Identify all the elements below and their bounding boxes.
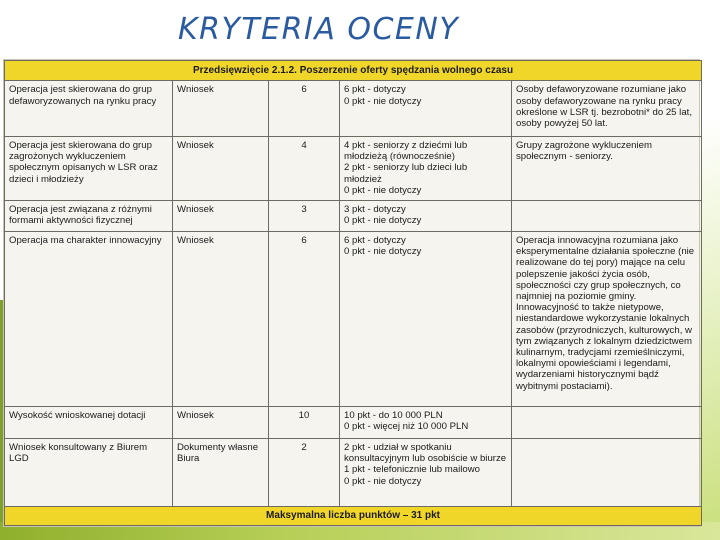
- source-cell: Wniosek: [173, 231, 269, 406]
- table-row: [5, 231, 702, 406]
- note-cell: Osoby defaworyzowane rozumiane jako osoby defaworyzowane na rynku pracy określone w LSR tj. bezrobotni* do 25 lat, osoby powyżej 50 lat.: [512, 81, 702, 137]
- points-cell: 3: [269, 200, 340, 231]
- criterion-cell: Operacja ma charakter innowacyjny: [5, 231, 173, 406]
- criterion-cell: Operacja jest skierowana do grup defaworyzowanych na rynku pracy: [5, 81, 173, 137]
- note-cell: Grupy zagrożone wykluczeniem społecznym - seniorzy.: [512, 136, 702, 200]
- scoring-cell: 6 pkt - dotyczy 0 pkt - nie dotyczy: [340, 81, 512, 137]
- note-cell: [512, 200, 702, 231]
- points-cell: 2: [269, 439, 340, 507]
- note-cell: Operacja innowacyjna rozumiana jako eksperymentalne działania społeczne (nie realizowane do tej pory) mające na celu polepszenie jakości życia osób, społeczności czy grup społecznych, co najmniej na poziomie gminy. Innowacyjność to także nietypowe, niestandardowe wykorzystanie lokalnych zasobów (przyrodniczych, kulturowych, w tym związanych z lokalnym dziedzictwem kulinarnym, tradycjami rzemieślniczymi, lokalnymi opowieściami i legendami, wydarzeniami historycznymi bądź wybitnymi postaciami).: [512, 231, 702, 406]
- criteria-table: [4, 60, 702, 526]
- points-cell: 4: [269, 136, 340, 200]
- table-header: Przedsięwzięcie 2.1.2. Poszerzenie oferty spędzania wolnego czasu: [5, 61, 702, 81]
- table-row: [5, 81, 702, 137]
- criteria-document: [3, 59, 700, 527]
- criterion-cell: Wysokość wnioskowanej dotacji: [5, 406, 173, 438]
- source-cell: Wniosek: [173, 406, 269, 438]
- scoring-cell: 6 pkt - dotyczy 0 pkt - nie dotyczy: [340, 231, 512, 406]
- criterion-cell: Operacja jest związana z różnymi formami aktywności fizycznej: [5, 200, 173, 231]
- source-cell: Wniosek: [173, 136, 269, 200]
- points-cell: 6: [269, 231, 340, 406]
- points-cell: 10: [269, 406, 340, 438]
- table-row: [5, 200, 702, 231]
- table-row: [5, 136, 702, 200]
- scoring-cell: 4 pkt - seniorzy z dziećmi lub młodzieżą (równocześnie) 2 pkt - seniorzy lub dzieci lub młodzież 0 pkt - nie dotyczy: [340, 136, 512, 200]
- note-cell: [512, 406, 702, 438]
- table-footer: Maksymalna liczba punktów – 31 pkt: [5, 506, 702, 525]
- source-cell: Wniosek: [173, 200, 269, 231]
- slide-title: KRYTERIA OCENY: [178, 12, 460, 47]
- scoring-cell: 3 pkt - dotyczy 0 pkt - nie dotyczy: [340, 200, 512, 231]
- points-cell: 6: [269, 81, 340, 137]
- table-row: [5, 406, 702, 438]
- criterion-cell: Operacja jest skierowana do grup zagrożonych wykluczeniem społecznym opisanych w LSR oraz dzieci i młodzieży: [5, 136, 173, 200]
- table-row: [5, 439, 702, 507]
- criterion-cell: Wniosek konsultowany z Biurem LGD: [5, 439, 173, 507]
- note-cell: [512, 439, 702, 507]
- source-cell: Dokumenty własne Biura: [173, 439, 269, 507]
- scoring-cell: 10 pkt - do 10 000 PLN 0 pkt - więcej niż 10 000 PLN: [340, 406, 512, 438]
- source-cell: Wniosek: [173, 81, 269, 137]
- scoring-cell: 2 pkt - udział w spotkaniu konsultacyjnym lub osobiście w biurze 1 pkt - telefonicznie lub mailowo 0 pkt - nie dotyczy: [340, 439, 512, 507]
